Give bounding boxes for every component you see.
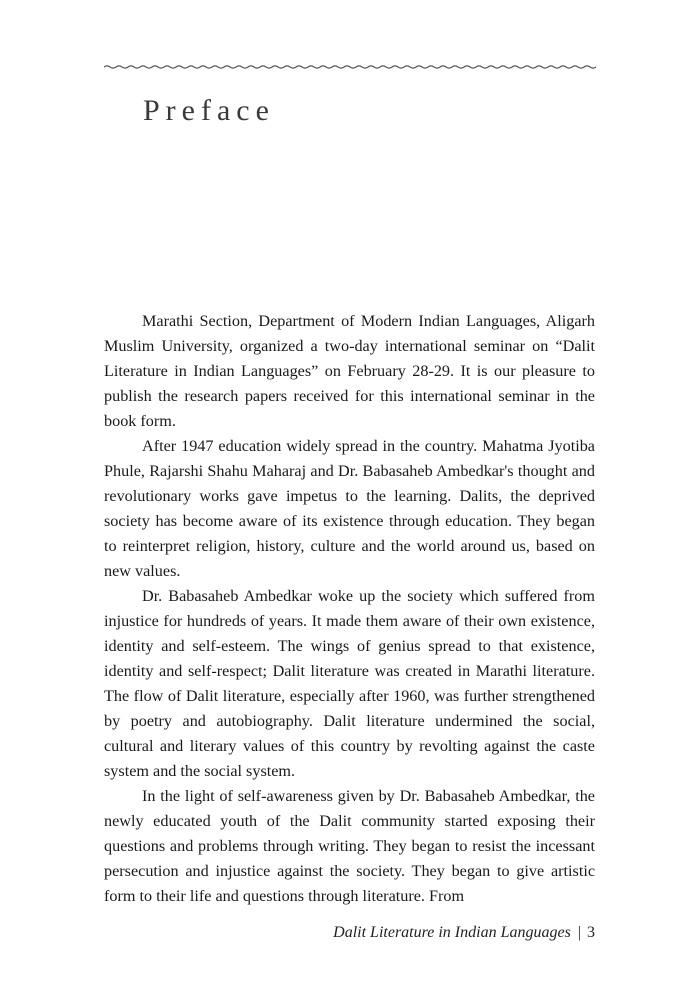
decorative-wave-rule	[104, 60, 596, 74]
footer-book-title: Dalit Literature in Indian Languages	[333, 924, 571, 941]
footer-separator: |	[577, 924, 581, 941]
paragraph-2: After 1947 education widely spread in the country. Mahatma Jyotiba Phule, Rajarshi Shahu Maharaj and Dr. Babasaheb Ambedkar's thought and revolutionary works gave impetus to the learning. Dalits, the deprived society has become aware of its existence through education. They began to reinterpret religion, history, culture and the world around us, based on new values.	[104, 437, 595, 580]
preface-body	[104, 309, 595, 909]
paragraph-3: Dr. Babasaheb Ambedkar woke up the society which suffered from injustice for hundreds of years. It made them aware of their own existence, identity and self-esteem. The wings of genius spread to that existence, identity and self-respect; Dalit literature was created in Marathi literature. The flow of Dalit literature, especially after 1960, was further strengthened by poetry and autobiography. Dalit literature undermined the social, cultural and literary values of this country by revolting against the caste system and the social system.	[104, 587, 595, 780]
running-footer	[333, 920, 595, 945]
page-number: 3	[587, 924, 595, 941]
page-title: Preface	[143, 94, 275, 127]
paragraph-1: Marathi Section, Department of Modern Indian Languages, Aligarh Muslim University, organized a two-day international seminar on “Dalit Literature in Indian Languages” on February 28-29. It is our pleasure to publish the research papers received for this international seminar in the book form.	[104, 312, 595, 430]
paragraph-4: In the light of self-awareness given by Dr. Babasaheb Ambedkar, the newly educated youth of the Dalit community started exposing their questions and problems through writing. They began to resist the incessant persecution and injustice against the society. They began to give artistic form to their life and questions through literature. From	[104, 787, 595, 905]
